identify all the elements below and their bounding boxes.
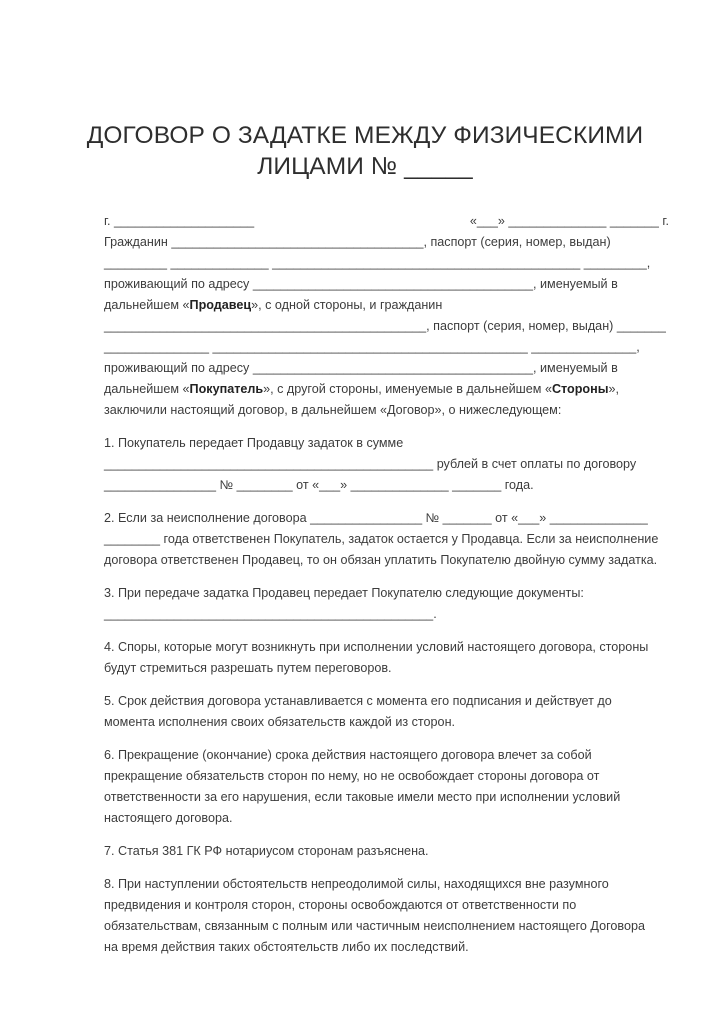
intro-line: Гражданин ____________________________________, паспорт (серия, номер, выдан) [104,235,611,249]
clause-4-line: 4. Споры, которые могут возникнуть при исполнении условий настоящего договора, стороны [104,640,649,654]
clause-2-line: 2. Если за неисполнение договора ________________ № _______ от «___» ______________ [104,511,648,525]
intro-line: _________ ______________ ____________________________________________ _________, [104,256,651,270]
clause-2-line: договора ответственен Продавец, то он обязан уплатить Покупателю двойную сумму задатка. [104,553,658,567]
text-fragment: дальнейшем « [104,298,190,312]
clause-8-line: 8. При наступлении обстоятельств непреодолимой силы, находящихся вне разумного [104,877,609,891]
clause-5-line: момента исполнения своих обязательств каждой из сторон. [104,715,456,729]
intro-line-seller [104,295,669,316]
intro-line: _______________ _____________________________________________ _______________, [104,340,640,354]
title-line-2: ЛИЦАМИ № _____ [257,153,473,180]
intro-line: проживающий по адресу ________________________________________, именуемый в [104,277,618,291]
clause-3-line: _______________________________________________. [104,607,437,621]
text-fragment: », с другой стороны, именуемые в дальнейшем « [263,382,552,396]
intro-line: ______________________________________________, паспорт (серия, номер, выдан) _______ [104,319,666,333]
date-field: «___» ______________ _______ г. [469,214,669,228]
city-date-line [104,211,669,232]
clause-6-line: 6. Прекращение (окончание) срока действия настоящего договора влечет за собой [104,748,592,762]
clause-1-line: ________________ № ________ от «___» ______________ _______ года. [104,478,534,492]
intro-line: заключили настоящий договор, в дальнейшем «Договор», о нижеследующем: [104,403,562,417]
parties-term: Стороны [551,382,609,396]
clause-1-line: 1. Покупатель передает Продавцу задаток в сумме [104,436,404,450]
clause-8-line: на время действия таких обстоятельств либо их последствий. [104,940,469,954]
clause-8-line: обязательствам, связанным с полным или частичным неисполнением настоящего Договора [104,919,645,933]
text-fragment: », с одной стороны, и гражданин [251,298,443,312]
title-line-1: ДОГОВОР О ЗАДАТКЕ МЕЖДУ ФИЗИЧЕСКИМИ [86,122,644,149]
clause-8-line: предвидения и контроля сторон, стороны освобождаются от ответственности по [104,898,577,912]
clause-6-line: прекращение обязательств сторон по нему, но не освобождает стороны договора от [104,769,600,783]
intro-line-buyer [104,379,669,400]
document-title [60,120,670,182]
text-fragment: дальнейшем « [104,382,190,396]
clause-1-line: _______________________________________________ рублей в счет оплаты по договору [104,457,637,471]
clause-4-line: будут стремиться разрешать путем переговоров. [104,661,392,675]
clause-7-line: 7. Статья 381 ГК РФ нотариусом сторонам разъяснена. [104,844,429,858]
text-fragment: », [608,382,620,396]
clause-3-line: 3. При передаче задатка Продавец передает Покупателю следующие документы: [104,586,584,600]
clause-6-line: настоящего договора. [104,811,233,825]
seller-term: Продавец [189,298,252,312]
city-field: г. ____________________ [104,214,255,228]
clause-5-line: 5. Срок действия договора устанавливается с момента его подписания и действует до [104,694,612,708]
intro-line: проживающий по адресу ________________________________________, именуемый в [104,361,618,375]
buyer-term: Покупатель [189,382,264,396]
clause-2-line: ________ года ответственен Покупатель, задаток остается у Продавца. Если за неисполнение [104,532,659,546]
document-body [104,211,669,958]
clause-6-line: ответственности за его нарушения, если таковые имели место при исполнении условий [104,790,621,804]
